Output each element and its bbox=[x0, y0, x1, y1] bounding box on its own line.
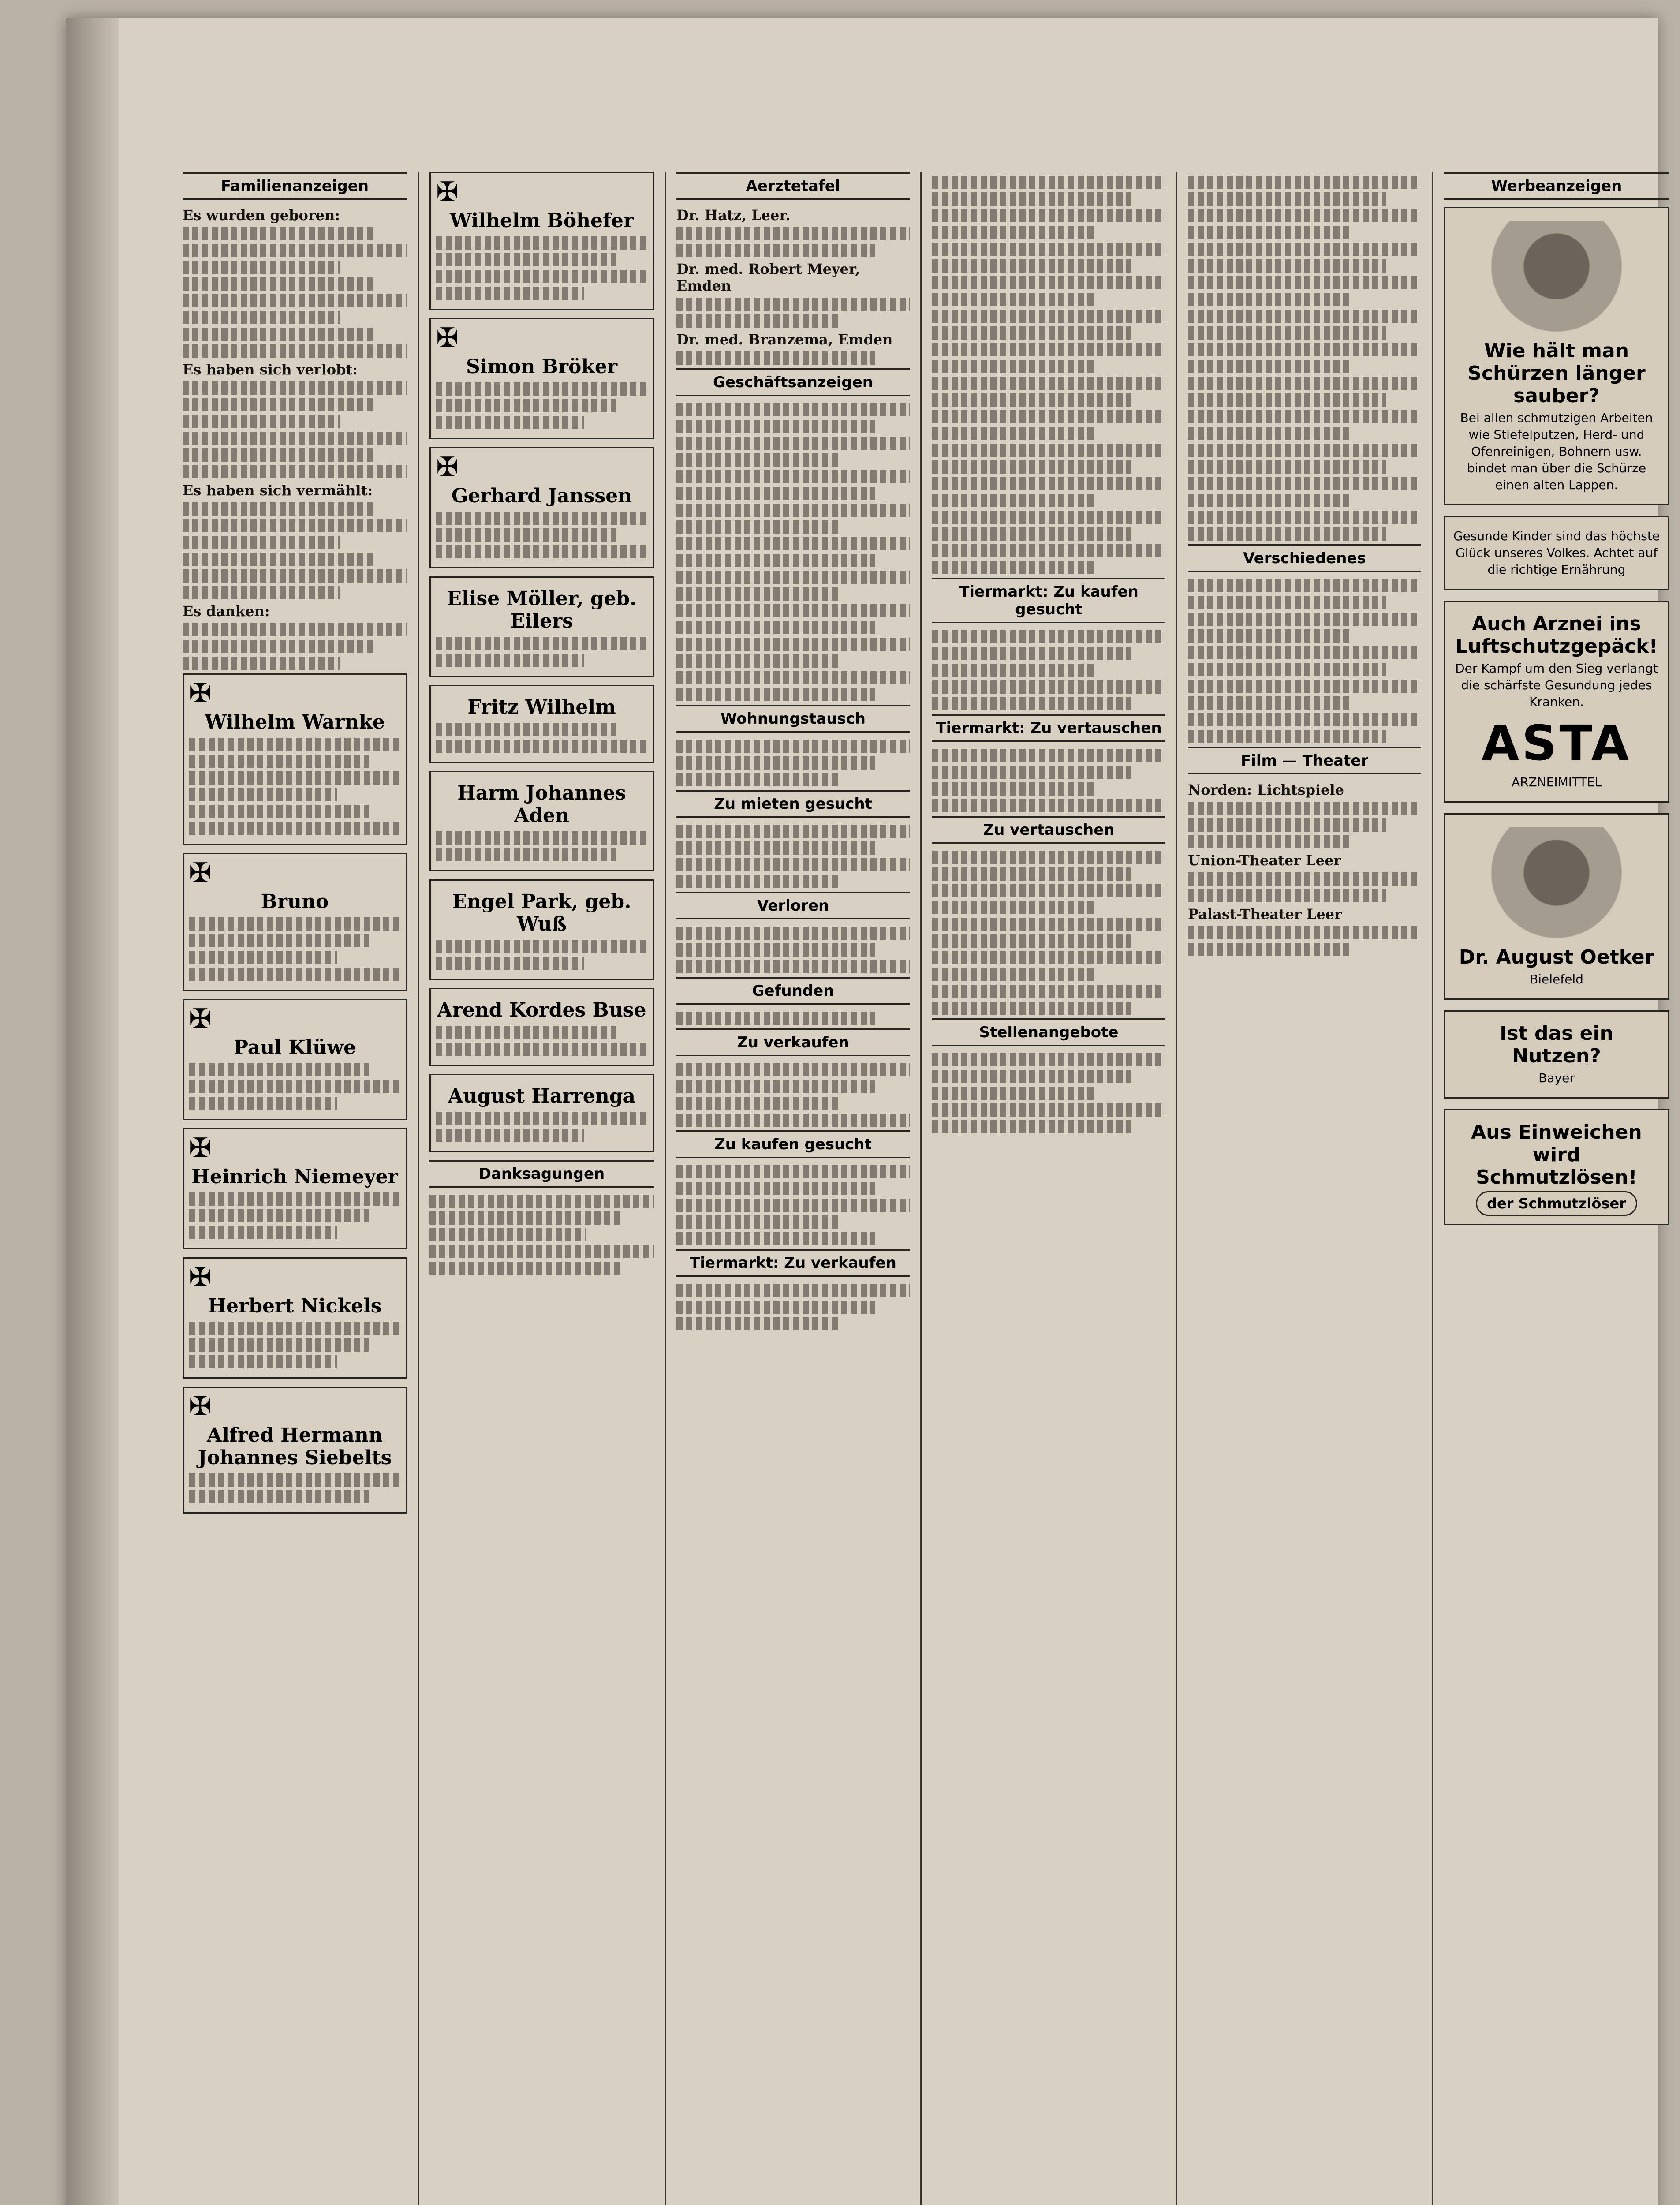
obituary-name: Paul Klüwe bbox=[233, 1036, 356, 1059]
section-heading-ads: Werbeanzeigen bbox=[1444, 172, 1669, 200]
apron-ad-title: Wie hält man Schürzen länger sauber? bbox=[1467, 340, 1646, 407]
column-family-2 bbox=[419, 172, 666, 2205]
iron-cross-icon: ✠ bbox=[189, 678, 212, 709]
iron-cross-icon: ✠ bbox=[189, 1132, 212, 1163]
arznei-title: Auch Arznei ins Luftschutzgepäck! bbox=[1455, 613, 1658, 658]
section-heading-animals-swap: Tiermarkt: Zu vertauschen bbox=[932, 714, 1165, 742]
apron-ad bbox=[1444, 207, 1669, 505]
column-market bbox=[922, 172, 1177, 2205]
section-heading-business: Geschäftsanzeigen bbox=[676, 368, 910, 396]
section-heading-lost: Verloren bbox=[676, 892, 910, 919]
children-ad bbox=[1444, 516, 1669, 590]
born-heading: Es wurden geboren: bbox=[183, 207, 340, 224]
film-entry: Norden: Lichtspiele bbox=[1188, 781, 1344, 798]
section-heading-doctors: Aerztetafel bbox=[676, 172, 910, 200]
section-heading-jobs: Stellenangebote bbox=[932, 1018, 1165, 1046]
arznei-text: Der Kampf um den Sieg verlangt die schärfste Gesundung jedes Kranken. bbox=[1455, 661, 1658, 709]
obituary-name: Harm Johannes Aden bbox=[457, 782, 626, 827]
obituary-notice bbox=[183, 1387, 407, 1514]
iron-cross-icon: ✠ bbox=[436, 322, 459, 353]
section-heading-animals-sell: Tiermarkt: Zu verkaufen bbox=[676, 1249, 910, 1277]
column-business bbox=[666, 172, 922, 2205]
obituary-notice bbox=[429, 771, 654, 871]
cake-illustration-icon bbox=[1474, 827, 1639, 942]
obituary-name: Elise Möller, geb. Eilers bbox=[447, 587, 637, 632]
obituary-name: Heinrich Niemeyer bbox=[191, 1166, 398, 1188]
obituary-notice bbox=[429, 172, 654, 310]
section-heading-buy-wanted: Zu kaufen gesucht bbox=[676, 1130, 910, 1158]
obituary-name: Simon Bröker bbox=[466, 355, 618, 378]
iron-cross-icon: ✠ bbox=[436, 176, 459, 207]
section-heading-swap: Zu vertauschen bbox=[932, 816, 1165, 844]
obituary-name: Herbert Nickels bbox=[208, 1295, 382, 1317]
obituary-name: Bruno bbox=[261, 890, 329, 913]
obituary-notice bbox=[429, 447, 654, 568]
column-family bbox=[172, 172, 419, 2205]
married-heading: Es haben sich vermählt: bbox=[183, 482, 373, 499]
binding-edge bbox=[66, 18, 119, 2205]
newspaper-page bbox=[66, 18, 1658, 2205]
section-heading-film: Film — Theater bbox=[1188, 747, 1421, 774]
obituary-name: Wilhelm Böhefer bbox=[449, 209, 634, 232]
engaged-heading: Es haben sich verlobt: bbox=[183, 361, 358, 378]
doctor-entry: Dr. med. Branzema, Emden bbox=[676, 331, 893, 348]
iron-cross-icon: ✠ bbox=[189, 857, 212, 888]
bayer-logo: Bayer bbox=[1538, 1071, 1575, 1085]
asta-ad bbox=[1444, 601, 1669, 803]
asta-sub: ARZNEIMITTEL bbox=[1511, 775, 1602, 789]
asta-logo: ASTA bbox=[1482, 715, 1631, 771]
column-misc bbox=[1177, 172, 1433, 2205]
film-entry: Union-Theater Leer bbox=[1188, 852, 1341, 869]
obituary-name: Gerhard Janssen bbox=[451, 485, 632, 507]
obituary-name: Engel Park, geb. Wuß bbox=[452, 890, 631, 935]
obituary-notice bbox=[183, 1128, 407, 1249]
film-entry: Palast-Theater Leer bbox=[1188, 906, 1342, 923]
obituary-notice bbox=[429, 576, 654, 677]
obituary-notice bbox=[183, 853, 407, 991]
section-heading-family: Familienanzeigen bbox=[183, 172, 407, 200]
thanks-heading: Es danken: bbox=[183, 603, 270, 620]
section-heading-sell: Zu verkaufen bbox=[676, 1028, 910, 1056]
obituary-notice bbox=[429, 1074, 654, 1152]
doctor-entry: Dr. med. Robert Meyer, Emden bbox=[676, 261, 860, 294]
oetker-title: Dr. August Oetker bbox=[1459, 946, 1654, 968]
obituary-notice bbox=[429, 685, 654, 763]
obituary-notice bbox=[183, 999, 407, 1120]
section-heading-misc: Verschiedenes bbox=[1188, 544, 1421, 572]
oetker-city: Bielefeld bbox=[1530, 972, 1583, 987]
section-heading-found: Gefunden bbox=[676, 977, 910, 1005]
nutzen-title: Ist das ein Nutzen? bbox=[1500, 1022, 1613, 1067]
obituary-notice bbox=[183, 673, 407, 845]
housewife-illustration-icon bbox=[1474, 220, 1639, 335]
column-ads bbox=[1433, 172, 1680, 2205]
bayer-ad bbox=[1444, 1010, 1669, 1099]
children-ad-text: Gesunde Kinder sind das höchste Glück unseres Volkes. Achtet auf die richtige Ernährung bbox=[1453, 529, 1660, 577]
doctor-entry: Dr. Hatz, Leer. bbox=[676, 207, 791, 224]
obituary-notice bbox=[429, 318, 654, 439]
obituary-notice bbox=[429, 988, 654, 1066]
obituary-name: Arend Kordes Buse bbox=[437, 999, 646, 1021]
oetker-ad bbox=[1444, 813, 1669, 1000]
obituary-name: Alfred Hermann Johannes Siebelts bbox=[198, 1424, 392, 1469]
section-heading-rent-wanted: Zu mieten gesucht bbox=[676, 790, 910, 818]
obituary-name: Wilhelm Warnke bbox=[205, 711, 385, 733]
schmutz-tag: der Schmutzlöser bbox=[1476, 1191, 1637, 1216]
obituary-name: Fritz Wilhelm bbox=[467, 696, 616, 718]
apron-ad-text: Bei allen schmutzigen Arbeiten wie Stiefelputzen, Herd- und Ofenreinigen, Bohnern usw. bindet man über die Schürze einen alten Lappen. bbox=[1460, 411, 1653, 492]
iron-cross-icon: ✠ bbox=[189, 1262, 212, 1293]
obituary-notice bbox=[429, 879, 654, 980]
section-heading-housing: Wohnungstausch bbox=[676, 705, 910, 733]
section-heading-thanks: Danksagungen bbox=[429, 1160, 654, 1188]
schmutzloeser-ad bbox=[1444, 1109, 1669, 1225]
iron-cross-icon: ✠ bbox=[189, 1003, 212, 1034]
section-heading-animals-buy: Tiermarkt: Zu kaufen gesucht bbox=[932, 578, 1165, 623]
obituary-notice bbox=[183, 1257, 407, 1379]
iron-cross-icon: ✠ bbox=[436, 452, 459, 482]
iron-cross-icon: ✠ bbox=[189, 1391, 212, 1422]
obituary-name: August Harrenga bbox=[448, 1085, 635, 1107]
schmutz-title: Aus Einweichen wird Schmutzlösen! bbox=[1471, 1121, 1642, 1188]
